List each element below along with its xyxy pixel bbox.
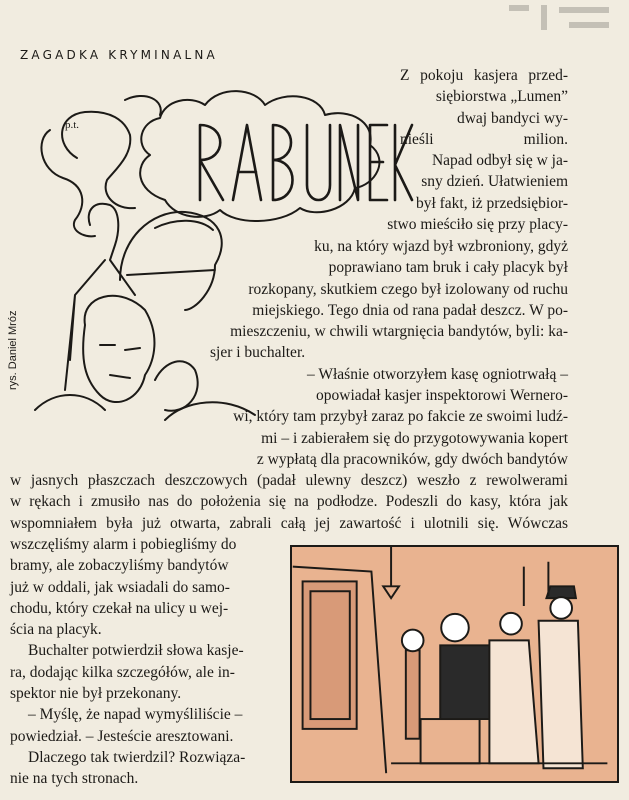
head-left	[402, 630, 424, 652]
head-bald	[441, 614, 469, 642]
article-line: był fakt, iż przedsiębior-	[415, 194, 568, 212]
article-line: miejskiego. Tego dnia od rana padał deszcz. W po-	[252, 301, 568, 319]
bald-man-outline	[83, 296, 154, 402]
article-line: nie na tych stronach.	[10, 770, 139, 788]
article-line: ścia na placyk.	[10, 621, 102, 639]
article-line: dwaj bandyci wy-	[456, 109, 568, 127]
head-hat	[550, 597, 572, 619]
article-line: siębiorstwa „Lumen”	[435, 88, 568, 106]
article-line: wspomniałem była już otwarta, zabrali całą jej zawartość i ulotnili się. Wówczas	[10, 514, 568, 532]
ceiling-lamp	[383, 547, 399, 598]
article-line: sny dzień. Ułatwieniem	[421, 173, 568, 191]
smoke-cloud-outline	[140, 91, 379, 221]
article-line: w jasnych płaszczach deszczowych (padał ulewny deszcz) weszło z rewolwerami	[10, 472, 568, 489]
article-line: powiedział. – Jesteście aresztowani.	[10, 727, 234, 745]
article-line: Dlaczego tak twierdzil? Rozwiąza-	[28, 748, 246, 766]
article-line: ku, na który wjazd był wzbroniony, gdyż	[314, 238, 568, 255]
show-through-print	[499, 0, 629, 40]
head-raincoat	[500, 613, 522, 635]
section-kicker: ZAGADKA KRYMINALNA	[20, 48, 218, 62]
article-line: ra, dodając kilka szczegółów, ale in-	[10, 663, 235, 681]
article-line: w rękach i zmusiło nas do położenia się na podłodze. Podeszli do kasy, która jak	[10, 493, 568, 511]
article-line: Napad odbył się w ja-	[431, 152, 568, 170]
article-line: bramy, ale zobaczyliśmy bandytów	[10, 557, 229, 575]
article-line: sjer i buchalter.	[210, 344, 306, 362]
article-line: już w oddali, jak wsiadali do samo-	[10, 578, 230, 596]
article-middle-right-column	[210, 236, 568, 470]
article-line: – Myślę, że napad wymyśliliście –	[28, 706, 243, 724]
article-full-width-block	[10, 470, 568, 534]
article-line: poprawiano tam bruk i cały placyk był	[328, 259, 568, 277]
article-bottom-left-column	[10, 534, 285, 790]
man-in-raincoat	[489, 640, 538, 763]
sketch-initials: p.t.	[65, 119, 80, 131]
article-line: spektor nie był przekonany.	[10, 685, 182, 703]
hand-outline	[155, 361, 198, 410]
article-line: nieśli milion.	[400, 130, 568, 148]
article-line: Z pokoju kasjera przed-	[400, 67, 568, 84]
article-top-right-column	[387, 65, 568, 235]
article-line: wi, który tam przybył zaraz po fakcie ze swoimi ludź-	[233, 408, 568, 426]
article-line: wszczęliśmy alarm i pobiegliśmy do	[10, 536, 237, 553]
article-line: chodu, który czekał na ulicy u wej-	[10, 599, 229, 617]
article-line: opowiadał kasjer inspektorowi Wernero-	[316, 387, 568, 405]
smoke-swirl-3	[125, 96, 161, 115]
man-with-hat	[539, 621, 583, 768]
background-pipes	[524, 562, 549, 606]
illustration-credit: rys. Daniel Mróz	[7, 310, 19, 390]
standing-man-left	[406, 650, 420, 738]
article-line: stwo mieściło się przy placy-	[387, 216, 568, 234]
title-lettering	[200, 125, 412, 200]
article-line: z wypłatą dla pracowników, gdy dwóch bandytów	[256, 450, 568, 468]
article-line: mieszczeniu, w chwili wtargnięcia bandytów, byli: ka-	[230, 323, 568, 341]
article-line: Buchalter potwierdził słowa kasje-	[28, 642, 244, 660]
article-line: rozkopany, skutkiem czego był izolowany od ruchu	[248, 280, 568, 298]
article-line: – Właśnie otworzyłem kasę ogniotrwałą –	[307, 365, 568, 383]
article-line: mi – i zabierałem się do przygotowywania kopert	[261, 429, 568, 447]
crime-scene-illustration	[290, 545, 619, 783]
desk	[421, 719, 480, 763]
smoke-swirl-2	[41, 130, 95, 236]
